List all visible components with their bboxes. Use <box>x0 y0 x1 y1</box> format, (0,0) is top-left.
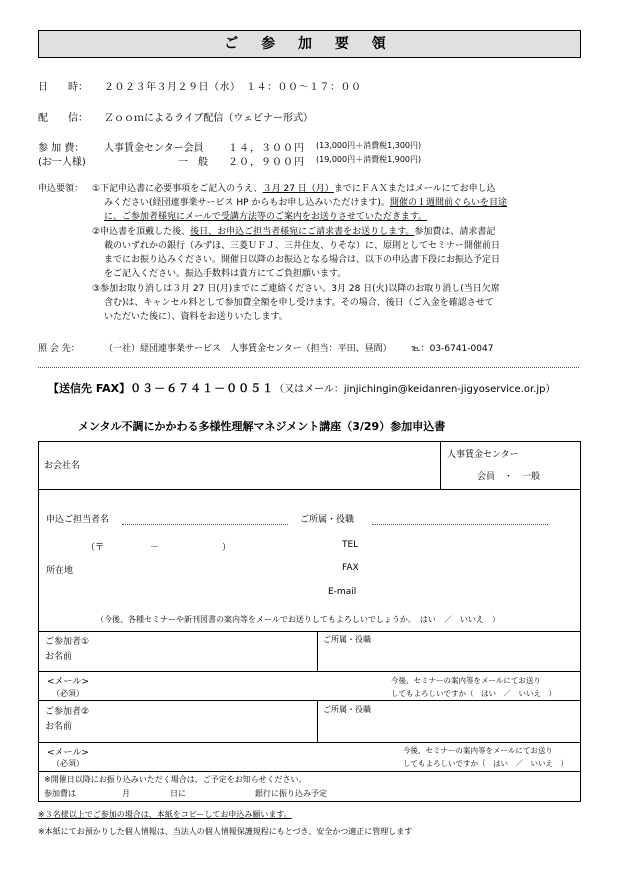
participant1-optin-line1: 今後、セミナーの案内等をメールにてお送り <box>391 676 541 685</box>
application-item1-line3: に、ご参加者様宛にメールで受講方法等のご案内をお送りさせていただきます。 <box>104 212 428 222</box>
participant2-required: （必須） <box>52 759 84 768</box>
participant2-mid <box>38 742 581 743</box>
fax-label: FAX <box>342 563 359 573</box>
participant2-top <box>38 700 581 701</box>
participant2-optin-line2[interactable]: してもよろしいですか（ はい ／ いいえ ） <box>403 759 568 768</box>
participant2-mail-label: <メール> <box>47 748 89 758</box>
person-input[interactable] <box>122 524 288 525</box>
application-label: 申込要領： <box>38 184 84 194</box>
fee-general-detail: (19,000円＋消費税1,900円) <box>316 155 422 164</box>
application-item2-line3: までにお振り込みください。開催日以降のお振込となる場合は、以下の申込書下段にお振込予定日 <box>104 255 501 265</box>
participant2-divider <box>317 700 318 742</box>
participant1-dept-label: ご所属・役職 <box>323 635 371 644</box>
center-label: 人事賃金センター <box>447 450 519 460</box>
company-row-bottom <box>38 489 581 490</box>
application-item1-line2: みください(経団連事業サービス HP からもお申し込みいただけます)。開催の１週間前ぐらいを目途 <box>104 198 507 208</box>
participant1-label: ご参加者① <box>45 637 90 647</box>
participant2-dept-label: ご所属・役職 <box>323 705 371 714</box>
application-item1-line1: ①下記申込書に必要事項をご記入のうえ、３月 27 日（月）までにＦＡＸまたはメールにてお申し込 <box>92 184 496 194</box>
pay-suffix: 銀行に振り込み予定 <box>255 789 327 798</box>
fee-member-detail: (13,000円＋消費税1,300円) <box>316 141 422 150</box>
dept-label: ご所属・役職 <box>300 515 355 525</box>
late-note-top <box>38 771 581 772</box>
application-item2-line1: ②申込書を頂戴した後、後日、お申込ご担当者様宛にご請求書をお送りします。参加費は、請求書記 <box>92 227 496 237</box>
participant2-optin-line1: 今後、セミナーの案内等をメールにてお送り <box>403 746 553 755</box>
pay-prefix: 参加費は <box>44 789 76 798</box>
contact-value: （一社）経団連事業サービス 人事賃金センター（担当：平田、昼間） <box>104 344 392 354</box>
form-title: メンタル不調にかかわる多様性理解マネジメント講座（3/29）参加申込書 <box>78 420 446 433</box>
application-item3-line1: ③参加お取り消しは３月 27 日(月)までにご連絡ください。3月 28 日(火)以降のお取り消し(当日欠席 <box>92 284 500 294</box>
zip-open: （〒 <box>86 543 105 553</box>
date-label: 日 時： <box>38 82 88 93</box>
email-label: E-mail <box>328 587 357 597</box>
form-border-top <box>38 441 581 442</box>
participant2-label: ご参加者② <box>45 707 90 717</box>
date-value: ２０２３年３月２９日（水） １４：００～１７：００ <box>104 82 362 93</box>
fax-line: 【送信先 FAX】０３－６７４１－００５１（又はメール：jinjichingin@keidanren-jigyoservice.or.jp） <box>48 382 556 395</box>
application-item2-line4: をご記入ください。振込手数料は貴方にてご負担願います。 <box>104 269 347 279</box>
company-label: お会社名 <box>44 461 81 471</box>
pay-day: 日に <box>170 789 186 798</box>
center-options[interactable]: 会員 ・ 一般 <box>477 472 541 482</box>
participant1-required: （必須） <box>52 689 84 698</box>
application-item3-line2: 含む)は、キャンセル料として参加費全額を申し受けます。その場合、後日（ご入金を確認させて <box>104 298 494 308</box>
pay-month: 月 <box>122 789 130 798</box>
contact-tel: ℡：03-6741-0047 <box>411 344 494 354</box>
person-label: 申込ご担当者名 <box>46 515 110 525</box>
footnote-1: ※３名様以上でご参加の場合は、本紙をコピーしてお申込み願います。 <box>38 810 292 819</box>
form-border-left <box>38 441 39 801</box>
fee-label: 参 加 費： <box>38 143 85 154</box>
venue-value: Ｚｏｏｍによるライブ配信（ウェビナー形式） <box>104 113 313 124</box>
participant1-top <box>38 631 581 632</box>
dept-input[interactable] <box>372 524 548 525</box>
company-divider <box>440 441 441 489</box>
fee-member-price: １４，３００円 <box>228 143 305 154</box>
fee-general-price: ２０，９００円 <box>228 157 305 168</box>
venue-label: 配 信： <box>38 113 88 124</box>
fee-general-label: 一 般 <box>178 157 208 168</box>
participant1-name-label: お名前 <box>45 652 73 662</box>
participant1-divider <box>317 631 318 671</box>
late-note: ※開催日以降にお振り込みいただく場合は、ご予定をお知らせください。 <box>44 775 307 784</box>
application-item2-line2: 載のいずれかの銀行（みずほ、三菱ＵＦＪ、三井住友、りそな）に、原則としてセミナー開催前日 <box>104 241 501 251</box>
participant1-mail-label: <メール> <box>47 677 89 687</box>
form-border-bottom <box>38 801 581 802</box>
address-label: 所在地 <box>46 566 74 576</box>
separator-dotted <box>38 367 579 368</box>
contact-label: 照 会 先： <box>38 344 80 354</box>
zip-dash: － <box>150 543 160 553</box>
mail-consent[interactable]: （今後、各種セミナーや新刊図書の案内等をメールでお送りしてもよろしいでしょうか。 はい ／ いいえ ） <box>96 615 500 624</box>
footnote-2: ※本紙にてお預かりした個人情報は、当法人の個人情報保護規程にもとづき、安全かつ適正に管理します <box>38 827 413 836</box>
fee-member-label: 人事賃金センター会員 <box>104 143 204 154</box>
form-border-right <box>580 441 581 801</box>
participant2-name-label: お名前 <box>45 722 73 732</box>
application-item3-line3: いただいた後に）、資料をお送りいたします。 <box>104 312 288 322</box>
zip-close: ） <box>222 543 232 553</box>
fee-sub-label: (お一人様) <box>38 157 86 168</box>
page-title: ご 参 加 要 領 <box>38 30 581 58</box>
participant1-mid <box>38 671 581 672</box>
tel-label: TEL <box>342 540 359 550</box>
participant1-optin-line2[interactable]: してもよろしいですか（ はい ／ いいえ ） <box>391 689 556 698</box>
